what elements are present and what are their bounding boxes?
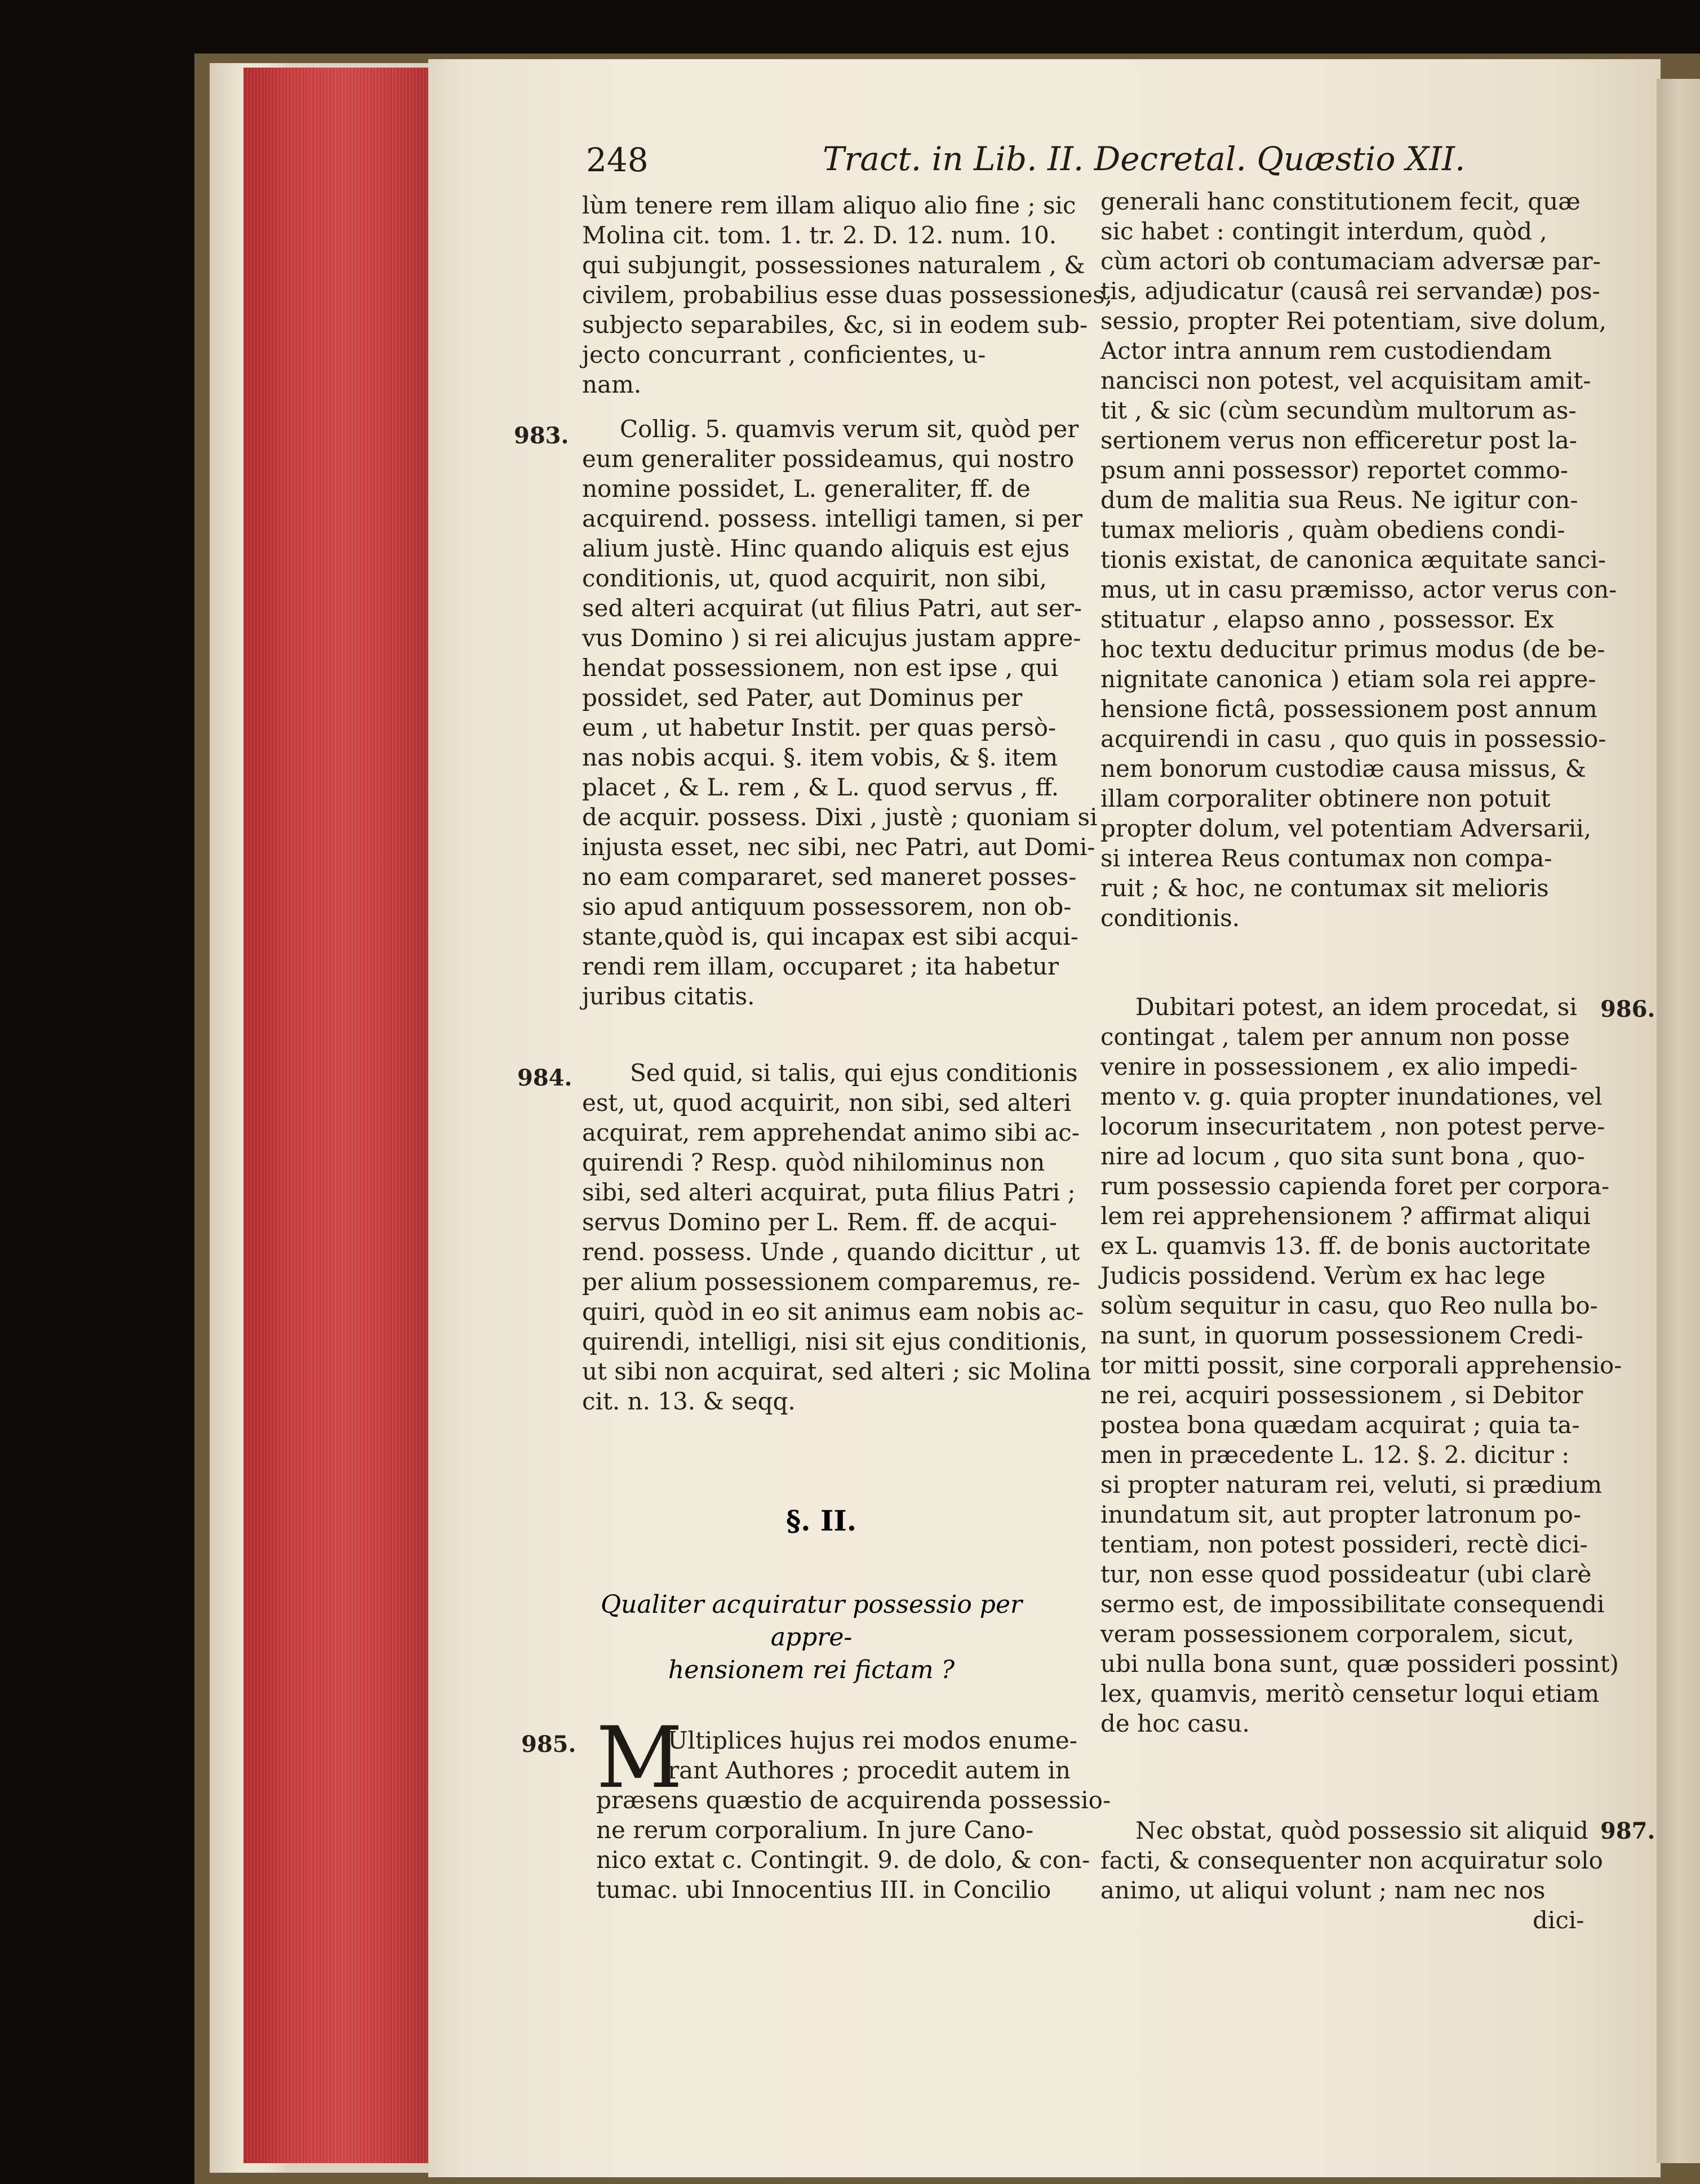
text-line: Collig. 5. quamvis verum sit, quòd per xyxy=(620,415,1079,443)
text-line: sermo est, de impossibilitate consequendi xyxy=(1100,1590,1605,1618)
text-line: eum , ut habetur Instit. per quas persò- xyxy=(582,714,1057,741)
text-line: nas nobis acqui. §. item vobis, & §. item xyxy=(582,744,1058,771)
text-line: rend. possess. Unde , quando dicittur , ut xyxy=(582,1238,1080,1266)
text-line: nam. xyxy=(582,371,642,398)
text-line: Dubitari potest, an idem procedat, si xyxy=(1135,993,1577,1021)
text-line: conditionis. xyxy=(1100,904,1240,932)
text-line: qui subjungit, possessiones naturalem , & xyxy=(582,251,1085,279)
text-line: tionis existat, de canonica æquitate sanci- xyxy=(1100,546,1606,573)
text-line: placet , & L. rem , & L. quod servus , ff. xyxy=(582,773,1059,801)
section-heading: §. II. xyxy=(786,1504,857,1537)
page-number: 248 xyxy=(586,141,649,179)
text-line: facti, & consequenter non acquiratur solo xyxy=(1100,1847,1603,1874)
text-line: Molina cit. tom. 1. tr. 2. D. 12. num. 10. xyxy=(582,221,1057,249)
text-line: venire in possessionem , ex alio impedi- xyxy=(1100,1053,1578,1080)
text-line: servus Domino per L. Rem. ff. de acqui- xyxy=(582,1208,1058,1236)
text-line: tumac. ubi Innocentius III. in Concilio xyxy=(596,1876,1051,1903)
text-line: Ultiplices hujus rei modos enume- xyxy=(668,1727,1077,1754)
text-line: nico extat c. Contingit. 9. de dolo, & con- xyxy=(596,1846,1090,1874)
text-line: acquirendi in casu , quo quis in possessio- xyxy=(1100,725,1606,753)
text-line: alium justè. Hinc quando aliquis est ejus xyxy=(582,535,1070,562)
text-line: contingat , talem per annum non posse xyxy=(1100,1023,1570,1051)
text-line: Sed quid, si talis, qui ejus conditionis xyxy=(630,1059,1078,1087)
text-line: sic habet : contingit interdum, quòd , xyxy=(1100,217,1547,245)
text-line: ne rei, acquiri possessionem , si Debitor xyxy=(1100,1381,1583,1409)
text-line: eum generaliter possideamus, qui nostro xyxy=(582,445,1075,473)
text-line: juribus citatis. xyxy=(582,982,755,1010)
text-line: locorum insecuritatem , non potest perve- xyxy=(1100,1113,1605,1140)
text-line: ut sibi non acquirat, sed alteri ; sic Molina xyxy=(582,1358,1091,1385)
text-line: quiri, quòd in eo sit animus eam nobis ac- xyxy=(582,1298,1084,1325)
text-line: ruit ; & hoc, ne contumax sit melioris xyxy=(1100,874,1549,902)
margin-number-984: 984. xyxy=(517,1065,572,1091)
text-line: si interea Reus contumax non compa- xyxy=(1100,844,1552,872)
question-title xyxy=(558,1589,1065,1687)
text-line: Nec obstat, quòd possessio sit aliquid xyxy=(1135,1817,1588,1844)
text-line: hoc textu deducitur primus modus (de be- xyxy=(1100,635,1605,663)
margin-number-983: 983. xyxy=(514,422,569,449)
text-line: generali hanc constitutionem fecit, quæ xyxy=(1100,188,1581,215)
text-line: rum possessio capienda foret per corpora- xyxy=(1100,1172,1610,1200)
drop-cap: M xyxy=(596,1709,683,1807)
text-line: lem rei apprehensionem ? affirmat aliqui xyxy=(1100,1202,1591,1230)
text-line: no eam compararet, sed maneret posses- xyxy=(582,863,1077,891)
text-line: dum de malitia sua Reus. Ne igitur con- xyxy=(1100,486,1578,514)
text-line: mento v. g. quia propter inundationes, vel xyxy=(1100,1083,1603,1110)
question-title-line: hensionem rei fictam ? xyxy=(668,1656,955,1684)
text-line: illam corporaliter obtinere non potuit xyxy=(1100,785,1551,812)
text-line: sed alteri acquirat (ut filius Patri, aut ser- xyxy=(582,594,1082,622)
text-line: de acquir. possess. Dixi , justè ; quoniam si xyxy=(582,803,1098,831)
text-line: sessio, propter Rei potentiam, sive dolum, xyxy=(1100,307,1607,335)
text-line: ne rerum corporalium. In jure Cano- xyxy=(596,1816,1034,1844)
text-line: propter dolum, vel potentiam Adversarii, xyxy=(1100,815,1592,842)
text-line: præsens quæstio de acquirenda possessio- xyxy=(596,1786,1111,1814)
text-line: jecto concurrant , conficientes, u- xyxy=(582,341,986,368)
text-line: ex L. quamvis 13. ff. de bonis auctoritate xyxy=(1100,1232,1591,1260)
text-line: nem bonorum custodiæ causa missus, & xyxy=(1100,755,1586,782)
text-line: psum anni possessor) reportet commo- xyxy=(1100,456,1569,484)
text-line: nire ad locum , quo sita sunt bona , quo- xyxy=(1100,1142,1585,1170)
text-line: injusta esset, nec sibi, nec Patri, aut Domi- xyxy=(582,833,1095,861)
text-line: tur, non esse quod possideatur (ubi clarè xyxy=(1100,1560,1592,1588)
text-line: quirendi ? Resp. quòd nihilominus non xyxy=(582,1149,1045,1176)
question-title-line: Qualiter acquiratur possessio per appre- xyxy=(600,1590,1023,1652)
text-line: rant Authores ; procedit autem in xyxy=(668,1756,1071,1784)
text-line: conditionis, ut, quod acquirit, non sibi, xyxy=(582,564,1047,592)
text-line: Actor intra annum rem custodiendam xyxy=(1100,337,1552,364)
text-line: na sunt, in quorum possessionem Credi- xyxy=(1100,1322,1583,1349)
text-line: tit , & sic (cùm secundùm multorum as- xyxy=(1100,397,1577,424)
text-line: animo, ut aliqui volunt ; nam nec nos xyxy=(1100,1876,1546,1904)
text-line: acquirat, rem apprehendat animo sibi ac- xyxy=(582,1119,1080,1146)
text-line: rendi rem illam, occuparet ; ita habetur xyxy=(582,953,1059,980)
text-line: inundatum sit, aut propter latronum po- xyxy=(1100,1501,1582,1528)
text-line: cùm actori ob contumaciam adversæ par- xyxy=(1100,247,1601,275)
text-line: sio apud antiquum possessorem, non ob- xyxy=(582,893,1072,920)
red-page-edge xyxy=(243,68,429,2163)
text-line: si propter naturam rei, veluti, si prædium xyxy=(1100,1471,1603,1498)
margin-number-985: 985. xyxy=(521,1731,576,1758)
text-line: est, ut, quod acquirit, non sibi, sed alteri xyxy=(582,1089,1072,1117)
text-line: possidet, sed Pater, aut Dominus per xyxy=(582,684,1023,711)
text-line: men in præcedente L. 12. §. 2. dicitur : xyxy=(1100,1441,1570,1469)
text-line: cit. n. 13. & seqq. xyxy=(582,1387,796,1415)
text-line: stante,quòd is, qui incapax est sibi acqui- xyxy=(582,923,1078,950)
facing-page-edge xyxy=(1657,79,1700,2163)
text-line: tis, adjudicatur (causâ rei servandæ) pos- xyxy=(1100,277,1600,305)
text-line: tumax melioris , quàm obediens condi- xyxy=(1100,516,1565,544)
running-title: Tract. in Lib. II. Decretal. Quæstio XII. xyxy=(823,140,1466,178)
text-line: veram possessionem corporalem, sicut, xyxy=(1100,1620,1574,1648)
text-line: nancisci non potest, vel acquisitam amit- xyxy=(1100,367,1591,394)
text-line: nomine possidet, L. generaliter, ff. de xyxy=(582,475,1031,502)
text-line: per alium possessionem comparemus, re- xyxy=(582,1268,1081,1296)
text-line: stituatur , elapso anno , possessor. Ex xyxy=(1100,606,1554,633)
margin-number-986: 986. xyxy=(1600,996,1655,1022)
text-line: dici- xyxy=(1533,1906,1584,1934)
text-line: tor mitti possit, sine corporali apprehensio- xyxy=(1100,1351,1622,1379)
text-line: acquirend. possess. intelligi tamen, si per xyxy=(582,505,1083,532)
text-line: hendat possessionem, non est ipse , qui xyxy=(582,654,1059,682)
text-line: postea bona quædam acquirat ; quia ta- xyxy=(1100,1411,1580,1439)
text-line: quirendi, intelligi, nisi sit ejus conditionis, xyxy=(582,1328,1088,1355)
text-line: ubi nulla bona sunt, quæ possideri possint) xyxy=(1100,1650,1619,1678)
text-line: hensione fictâ, possessionem post annum xyxy=(1100,695,1597,723)
text-line: solùm sequitur in casu, quo Reo nulla bo- xyxy=(1100,1292,1598,1319)
text-line: Judicis possidend. Verùm ex hac lege xyxy=(1100,1262,1546,1289)
text-line: sibi, sed alteri acquirat, puta filius Patri ; xyxy=(582,1178,1076,1206)
text-line: lex, quamvis, meritò censetur loqui etiam xyxy=(1100,1680,1600,1707)
text-line: civilem, probabilius esse duas possessiones, xyxy=(582,281,1113,309)
text-line: lùm tenere rem illam aliquo alio fine ; sic xyxy=(582,192,1076,219)
text-line: vus Domino ) si rei alicujus justam appre- xyxy=(582,624,1081,652)
text-line: tentiam, non potest possideri, rectè dici- xyxy=(1100,1531,1588,1558)
text-line: mus, ut in casu præmisso, actor verus con- xyxy=(1100,576,1617,603)
margin-number-987: 987. xyxy=(1600,1818,1655,1844)
text-line: subjecto separabiles, &c, si in eodem sub- xyxy=(582,311,1088,339)
text-line: nignitate canonica ) etiam sola rei appre- xyxy=(1100,665,1596,693)
text-line: sertionem verus non efficeretur post la- xyxy=(1100,426,1577,454)
text-line: de hoc casu. xyxy=(1100,1710,1250,1737)
